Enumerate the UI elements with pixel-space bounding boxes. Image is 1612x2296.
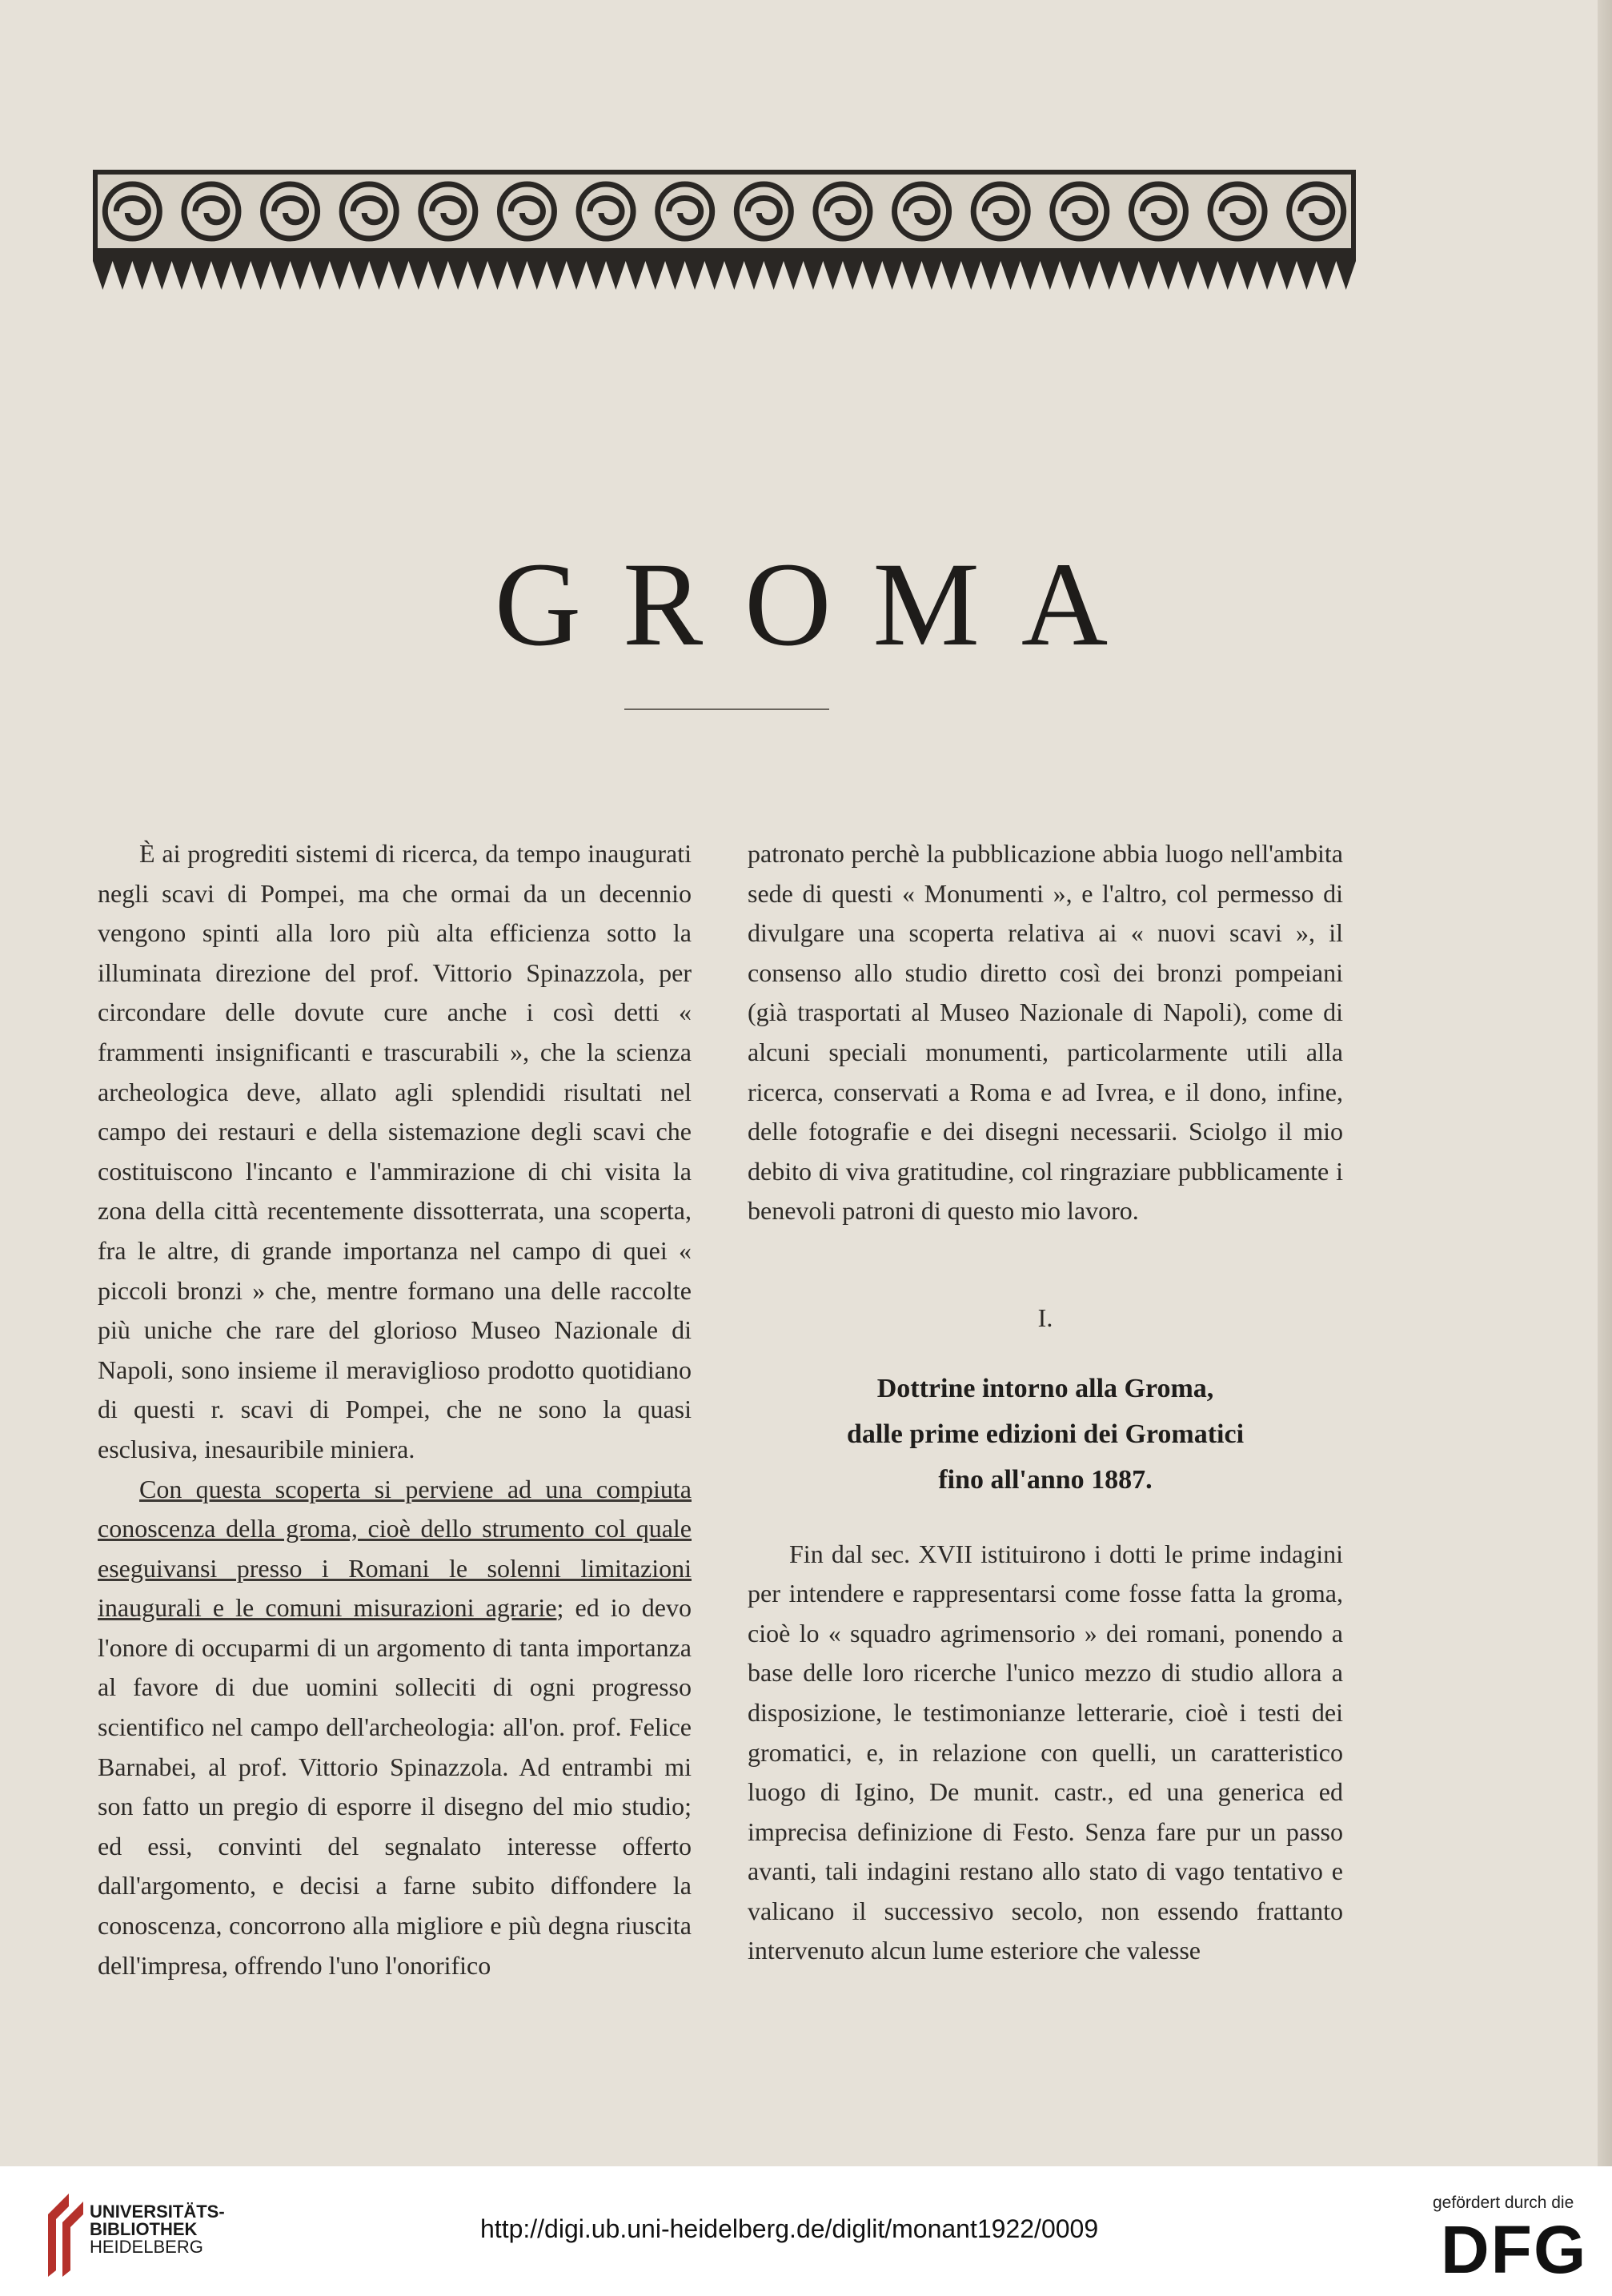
permalink-url[interactable]: http://digi.ub.uni-heidelberg.de/diglit/monant1922/0009 bbox=[480, 2214, 1099, 2243]
dfg-logo: DFG bbox=[1441, 2212, 1588, 2287]
section-number: I. bbox=[1037, 1303, 1053, 1332]
section-heading-line: dalle prime edizioni dei Gromatici bbox=[846, 1419, 1245, 1449]
ub-heidelberg-logo-icon bbox=[45, 2190, 93, 2280]
underlined-passage: Con questa scoperta si perviene ad una compiuta conoscenza della groma, cioè dello strumento col quale eseguivansi presso i Romani le solenni limitazioni inaugurali e le comuni misurazioni agrarie bbox=[98, 1474, 692, 1623]
continuation-paragraph: patronato perchè la pubblicazione abbia luogo nell'ambita sede di questi « Monumenti », e l'altro, col permesso di divulgare una scoperta relativa ai « nuovi scavi », il consenso allo studio diretto così dei bronzi pompeiani (già trasportati al Museo Nazionale di Napoli), come di alcuni speciali monumenti, particolarmente utili alla ricerca, conservati a Roma e ad Ivrea, e il dono, infine, delle fotografie e dei disegni necessarii. Sciolgo il mio debito di viva gratitudine, col ringraziare pubblicamente i benevoli patroni di questo mio lavoro. bbox=[748, 839, 1343, 1226]
section-heading-line: fino all'anno 1887. bbox=[938, 1464, 1153, 1495]
library-name-line: HEIDELBERG bbox=[90, 2237, 203, 2257]
section-paragraph: Fin dal sec. XVII istituirono i dotti le prime indagini per intendere e rappresentarsi come fosse fatta la groma, cioè lo « squadro agrimensorio » dei romani, ponendo a base delle loro ricerche l'unico mezzo di studio allora a disposizione, le testimonianze letterarie, cioè i testi dei gromatici, e, in relazione con quelli, un caratteristico luogo di Igino, De munit. castr., ed una generica ed imprecisa definizione di Festo. Senza fare pur un passo avanti, tali indagini restano allo stato di vago tentativo e valicano il successivo secolo, non essendo frattanto intervenuto alcun lume esteriore che valesse bbox=[748, 1539, 1343, 1965]
page-title: GROMA bbox=[494, 538, 1150, 671]
left-text-column bbox=[98, 834, 692, 1985]
ornamental-frieze bbox=[93, 170, 1356, 295]
second-paragraph-rest: ; ed io devo l'onore di occuparmi di un argomento di tanta importanza al favore di due uomini solleciti di ogni progresso scientifico nel campo dell'archeologia: all'on. prof. Felice Barnabei, al prof. Vittorio Spinazzola. Ad entrambi mi son fatto un pregio di esporre il disegno del mio studio; ed essi, convinti del segnalato interesse offerto dall'argomento, e decisi a farne subito diffondere la conoscenza, concorrono alla migliore e più degna riuscita dell'impresa, offrendo l'uno l'onorifico bbox=[98, 1593, 692, 1980]
right-text-column bbox=[748, 834, 1343, 1971]
title-divider bbox=[624, 708, 829, 710]
library-name-line: UNIVERSITÄTS- bbox=[90, 2202, 225, 2222]
section-heading bbox=[748, 1366, 1343, 1503]
library-name bbox=[90, 2203, 225, 2256]
section-heading-line: Dottrine intorno alla Groma, bbox=[876, 1373, 1214, 1403]
library-name-line: BIBLIOTHEK bbox=[90, 2219, 198, 2239]
sponsor-caption: gefördert durch die bbox=[1433, 2194, 1574, 2212]
intro-paragraph: È ai progrediti sistemi di ricerca, da tempo inaugurati negli scavi di Pompei, ma che ormai da un decennio vengono spinti alla loro più alta efficienza sotto la illuminata direzione del prof. Vittorio Spinazzola, per circondare delle dovute cure anche i così detti « frammenti insignificanti e trascurabili », che la scienza archeologica deve, allato agli splendidi risultati nel campo dei restauri e della sistemazione degli scavi che costituiscono l'incanto e l'ammirazione di chi visita la zona della città recentemente dissotterrata, una scoperta, fra le altre, di grande importanza nel campo di quei « piccoli bronzi » che, mentre formano una delle raccolte più uniche che rare del glorioso Museo Nazionale di Napoli, sono insieme il meraviglioso prodotto quotidiano di questi r. scavi di Pompei, che ne sono la quasi esclusiva, inesauribile miniera. bbox=[98, 839, 692, 1463]
second-paragraph bbox=[98, 1470, 692, 1986]
